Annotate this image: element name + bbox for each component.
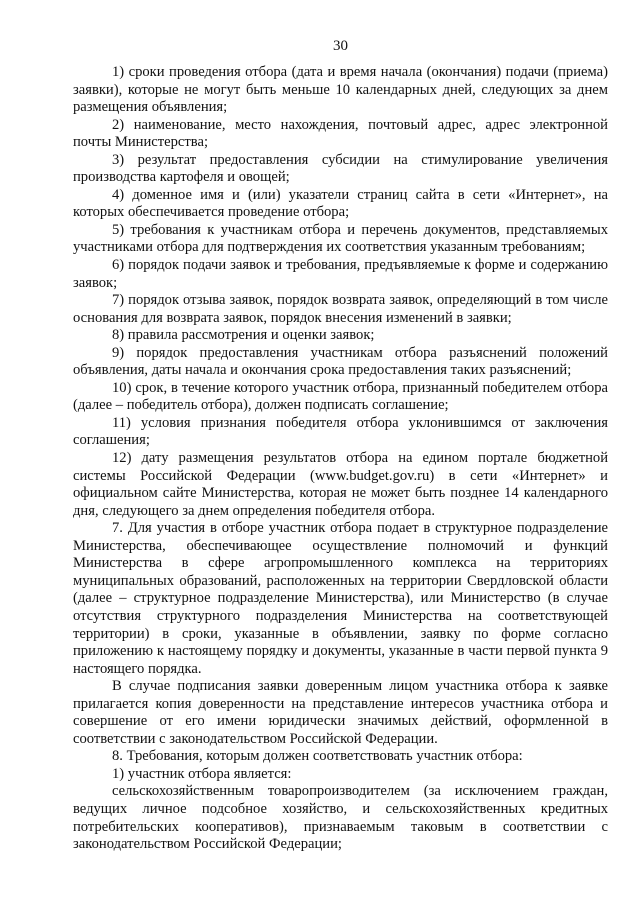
paragraph-item-5: 5) требования к участникам отбора и перечень документов, представляемых участниками отбора для подтверждения их соответствия указанным требованиям; (73, 221, 608, 256)
paragraph-item-11: 11) условия признания победителя отбора уклонившимся от заключения соглашения; (73, 414, 608, 449)
paragraph-item-9: 9) порядок предоставления участникам отбора разъяснений положений объявления, даты начала и окончания срока предоставления таких разъяснений; (73, 344, 608, 379)
paragraph-item-12: 12) дату размещения результатов отбора на едином портале бюджетной системы Российской Федерации (www.budget.gov.ru) в сети «Интернет» и официальном сайте Министерства, которая не может быть позднее 14 календарного дня, следующего за днем определения победителя отбора. (73, 450, 608, 519)
paragraph-item-6: 6) порядок подачи заявок и требования, предъявляемые к форме и содержанию заявок; (73, 257, 608, 291)
paragraph-item-7: 7) порядок отзыва заявок, порядок возврата заявок, определяющий в том числе основания для возврата заявок, порядок внесения изменений в заявки; (73, 292, 608, 326)
paragraph-item-3: 3) результат предоставления субсидии на стимулирование увеличения производства картофеля и овощей; (73, 151, 608, 186)
paragraph-item-2: 2) наименование, место нахождения, почтовый адрес, адрес электронной почты Министерства; (73, 116, 608, 151)
paragraph-item-8: 8) правила рассмотрения и оценки заявок; (112, 327, 375, 344)
paragraph-item-10: 10) срок, в течение которого участник отбора, признанный победителем отбора (далее – победитель отбора), должен подписать соглашение; (73, 379, 608, 414)
paragraph-clause-7: 7. Для участия в отборе участник отбора подает в структурное подразделение Министерства, обеспечивающее осуществление полномочий и функций Министерства в сфере агропромышленного комплекса на территориях муниципальных образований, расположенных на территории Свердловской области (далее – структурное подразделение Министерства), или Министерство (в случае отсутствия структурного подразделения Министерства на соответствующей территории) в сроки, указанные в объявлении, заявку по форме согласно приложению к настоящему порядку и документы, указанные в части первой пункта 9 настоящего порядка. (73, 520, 608, 677)
paragraph-clause-8: 8. Требования, которым должен соответствовать участник отбора: (112, 748, 523, 765)
paragraph-item-4: 4) доменное имя и (или) указатели страниц сайта в сети «Интернет», на которых обеспечивается проведение отбора; (73, 186, 608, 221)
paragraph-requirement-1: 1) участник отбора является: (112, 765, 292, 782)
document-body (73, 64, 608, 854)
page-number: 30 (333, 38, 348, 54)
paragraph-proxy-signing: В случае подписания заявки доверенным лицом участника отбора к заявке прилагается копия доверенности на представление интересов участника отбора и совершение от его имени юридически значимых действий, оформленной в соответствии с законодательством Российской Федерации. (73, 678, 608, 747)
paragraph-item-1: 1) сроки проведения отбора (дата и время начала (окончания) подачи (приема) заявки), которые не могут быть меньше 10 календарных дней, следующих за днем размещения объявления; (73, 64, 608, 116)
paragraph-producer-definition: сельскохозяйственным товаропроизводителем (за исключением граждан, ведущих личное подсобное хозяйство, и сельскохозяйственных кредитных потребительских кооперативов), признаваемым таковым в соответствии с законодательством Российской Федерации; (73, 783, 608, 853)
